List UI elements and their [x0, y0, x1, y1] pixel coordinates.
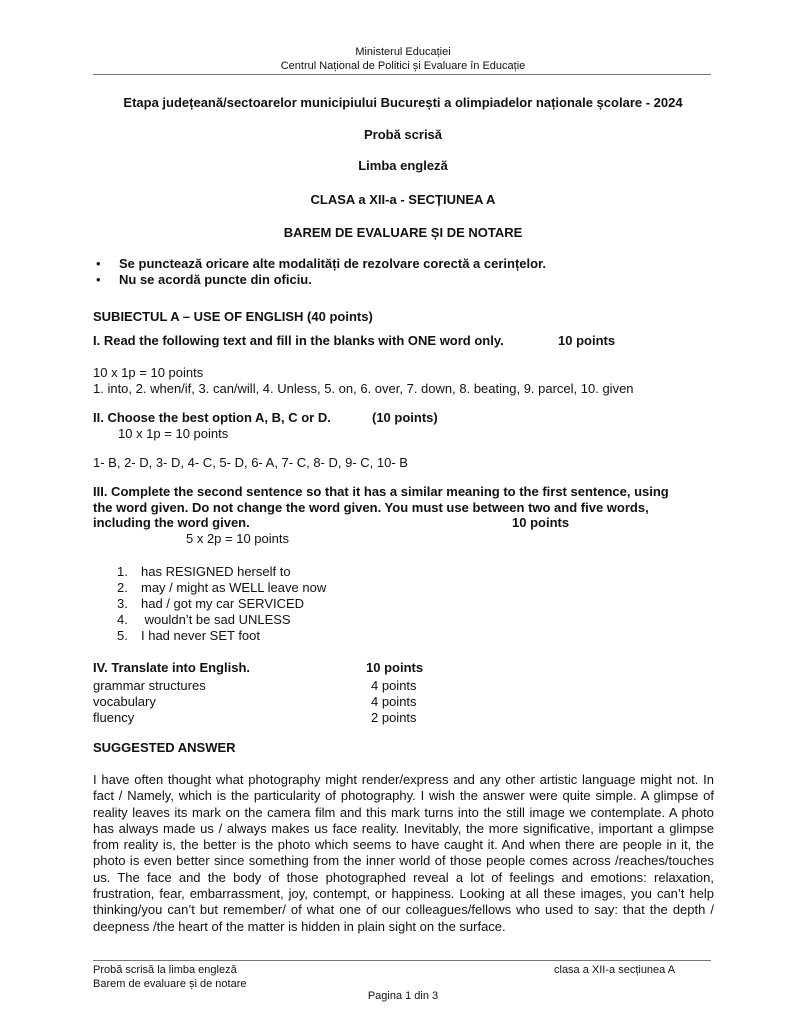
- part3-line3: including the word given.: [93, 515, 250, 530]
- list-item: 4. wouldn’t be sad UNLESS: [117, 612, 291, 627]
- list-item: 2. may / might as WELL leave now: [117, 580, 327, 595]
- part3-answers: [117, 564, 517, 644]
- subject-title: Limba engleză: [358, 158, 448, 173]
- part1-scoring: 10 x 1p = 10 points: [93, 365, 204, 380]
- footer-divider: [93, 960, 711, 961]
- part3-scoring: 5 x 2p = 10 points: [186, 531, 289, 546]
- exam-title: Probă scrisă: [363, 127, 443, 142]
- table-row: grammar structures 4 points: [93, 678, 417, 693]
- part4-points: 10 points: [366, 660, 424, 675]
- header-ministry: Ministerul Educației: [355, 46, 451, 58]
- header-center: Centrul Național de Politici și Evaluare în Educație: [280, 60, 526, 72]
- part1-instruction: I. Read the following text and fill in the blanks with ONE word only.: [93, 333, 504, 348]
- header-divider: [93, 74, 711, 75]
- part3-line2: the word given. Do not change the word given. You must use between two and five words,: [93, 500, 649, 515]
- table-row: fluency 2 points: [93, 710, 417, 725]
- footer-left-2: Barem de evaluare și de notare: [93, 978, 247, 990]
- barem-title: BAREM DE EVALUARE ȘI DE NOTARE: [283, 225, 523, 240]
- footer-right: clasa a XII-a secțiunea A: [554, 964, 676, 976]
- list-item: 1. has RESIGNED herself to: [117, 564, 291, 579]
- page-number: Pagina 1 din 3: [367, 990, 439, 1002]
- part4-instruction: IV. Translate into English.: [93, 660, 251, 675]
- part3-points: 10 points: [512, 515, 570, 530]
- part2-scoring: 10 x 1p = 10 points: [118, 426, 229, 441]
- part3-line1: III. Complete the second sentence so that it has a similar meaning to the first sentence, using: [93, 484, 669, 499]
- table-row: vocabulary 4 points: [93, 694, 417, 709]
- suggested-text: I have often thought what photography might render/express and any other artistic language might not. In fact / Namely, which is the particularity of photography. I wish the answer were quite simple. A glimpse of reality leaves its mark on the camera film and this mark turns into the still image we contemplate. A photo has always made us / always makes us face reality. Inevitably, the more significative, important a glimpse from reality is, the better is the photo which seems to have caught it. And when there are people in it, the photo is even better since something from the inner world of those people comes across /reaches/touches us. The face and the body of those photographed reveal a lot of feelings and emotions: relaxation, frustration, fear, embarrassment, joy, contempt, or happiness. Looking at all these images, you can’t help thinking/you can’t but remember/ of what one of our colleagues/fellows who used to say: that the depth / deepness /the heart of the matter is hidden in plain sight on the surface.: [93, 772, 714, 934]
- subject-a-heading: SUBIECTUL A – USE OF ENGLISH (40 points): [93, 309, 373, 324]
- part1-answers: 1. into, 2. when/if, 3. can/will, 4. Unless, 5. on, 6. over, 7. down, 8. beating, 9. parcel, 10. given: [93, 381, 634, 396]
- event-title: Etapa județeană/sectoarelor municipiului București a olimpiadelor naționale școlare - 2024: [123, 95, 683, 110]
- footer-left-1: Probă scrisă la limba engleză: [93, 964, 237, 976]
- suggested-heading: SUGGESTED ANSWER: [93, 740, 236, 755]
- list-item: 5. I had never SET foot: [117, 628, 260, 643]
- part2-points: (10 points): [372, 410, 438, 425]
- rule-item: • Se punctează oricare alte modalități de rezolvare corectă a cerințelor.: [93, 256, 713, 272]
- rules-list: [93, 256, 713, 288]
- part2-answers: 1- B, 2- D, 3- D, 4- C, 5- D, 6- A, 7- C, 8- D, 9- C, 10- B: [93, 455, 408, 470]
- list-item: 3. had / got my car SERVICED: [117, 596, 305, 611]
- part1-points: 10 points: [558, 333, 616, 348]
- part2-instruction: II. Choose the best option A, B, C or D.: [93, 410, 331, 425]
- rule-item: • Nu se acordă puncte din oficiu.: [93, 272, 713, 288]
- class-title: CLASA a XII-a - SECȚIUNEA A: [310, 192, 496, 207]
